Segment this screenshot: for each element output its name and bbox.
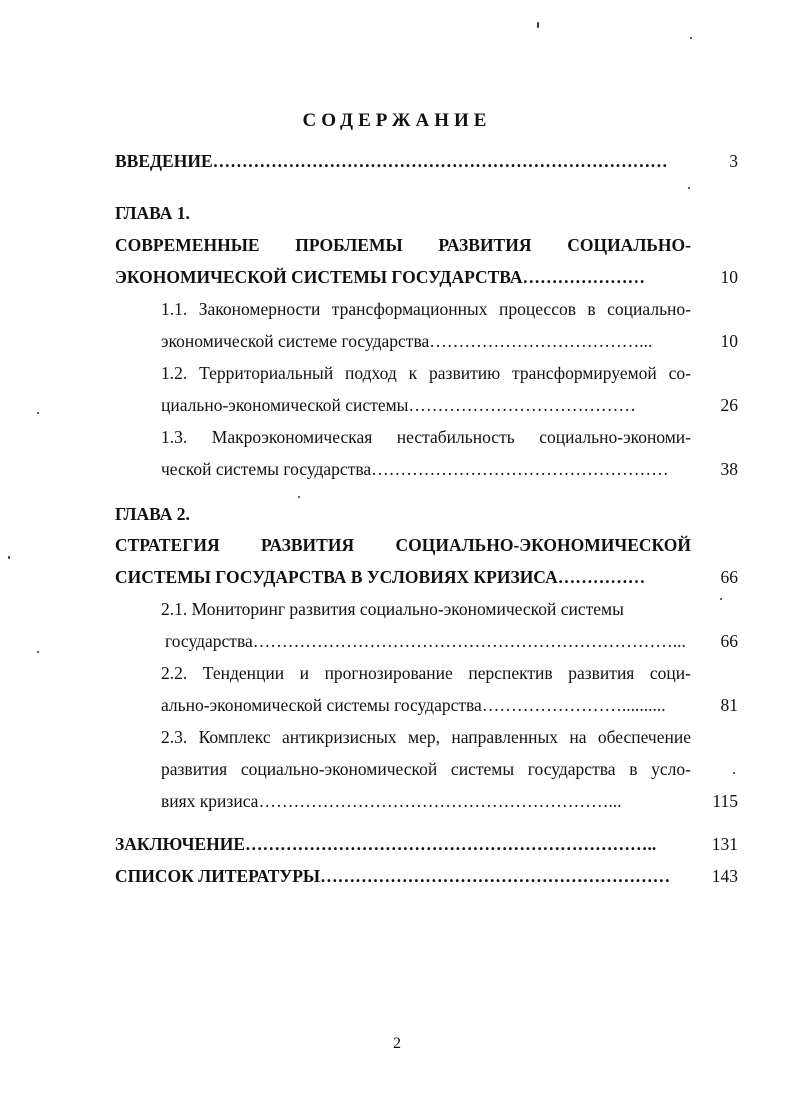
- scan-speck: [37, 651, 39, 653]
- chapter-1-title-end[interactable]: ЭКОНОМИЧЕСКОЙ СИСТЕМЫ ГОСУДАРСТВА………………… 10: [0, 261, 794, 293]
- toc-entry-1-2[interactable]: 1.2. Территориальный подход к развитию трансформируемой со-: [161, 363, 691, 383]
- toc-page-number: 26: [720, 395, 738, 415]
- toc-page-number: 10: [720, 331, 738, 351]
- toc-entry-1-1-end[interactable]: экономической системе государства………………………………... 10: [0, 325, 794, 357]
- toc-entry-introduction[interactable]: [0, 145, 794, 177]
- toc-page-number: 66: [720, 631, 738, 651]
- scan-speck: [298, 496, 300, 498]
- scan-speck: [537, 22, 539, 28]
- toc-page-number: 38: [720, 459, 738, 479]
- toc-page-number: 66: [720, 567, 738, 587]
- toc-entry-text: ВВЕДЕНИЕ……………………………………………………………………: [115, 151, 668, 171]
- scan-speck: [720, 598, 722, 600]
- toc-entry-1-3-end[interactable]: ческой системы государства…………………………………………… 38: [0, 453, 794, 485]
- chapter-1-title[interactable]: СОВРЕМЕННЫЕ ПРОБЛЕМЫ РАЗВИТИЯ СОЦИАЛЬНО-: [115, 235, 691, 255]
- toc-entry-1-1[interactable]: 1.1. Закономерности трансформационных процессов в социально-: [161, 299, 691, 319]
- toc-entry-2-2-end[interactable]: ально-экономической системы государства…………………….......... 81: [0, 689, 794, 721]
- chapter-2-label: ГЛАВА 2.: [115, 504, 190, 524]
- toc-entry-2-3-cont[interactable]: развития социально-экономической системы государства в усло-: [161, 759, 691, 779]
- toc-entry-2-1[interactable]: 2.1. Мониторинг развития социально-экономической системы: [161, 599, 624, 619]
- toc-entry-2-3[interactable]: 2.3. Комплекс антикризисных мер, направленных на обеспечение: [161, 727, 691, 747]
- toc-entry-2-1-end[interactable]: государства………………………………………………………………... 66: [0, 625, 794, 657]
- toc-page-number: 81: [720, 695, 738, 715]
- toc-entry-2-3-end[interactable]: виях кризиса……………………………………………………... 115: [0, 785, 794, 817]
- toc-entry-1-2-end[interactable]: циально-экономической системы………………………………… 26: [0, 389, 794, 421]
- toc-entry-conclusion[interactable]: ЗАКЛЮЧЕНИЕ…………………………………………………………….. 131: [0, 828, 794, 860]
- chapter-2-title[interactable]: СТРАТЕГИЯ РАЗВИТИЯ СОЦИАЛЬНО-ЭКОНОМИЧЕСКОЙ: [115, 535, 691, 555]
- scan-speck: [690, 37, 692, 39]
- toc-entry-2-2[interactable]: 2.2. Тенденции и прогнозирование перспектив развития соци-: [161, 663, 691, 683]
- toc-page-number: 143: [711, 866, 738, 886]
- scan-speck: [8, 556, 10, 559]
- page-number: 2: [393, 1035, 401, 1052]
- toc-page-number: 131: [711, 834, 738, 854]
- toc-entry-references[interactable]: СПИСОК ЛИТЕРАТУРЫ…………………………………………………… 143: [0, 860, 794, 892]
- scan-speck: [37, 412, 39, 414]
- page-title: СОДЕРЖАНИЕ: [302, 110, 492, 131]
- chapter-2-title-end[interactable]: СИСТЕМЫ ГОСУДАРСТВА В УСЛОВИЯХ КРИЗИСА…………… 66: [0, 561, 794, 593]
- scan-speck: [688, 187, 690, 189]
- scan-speck: [733, 772, 735, 774]
- toc-page-number: 3: [729, 151, 738, 171]
- toc-page-number: 115: [712, 791, 738, 811]
- toc-entry-1-3[interactable]: 1.3. Макроэкономическая нестабильность социально-экономи-: [161, 427, 691, 447]
- toc-page-number: 10: [720, 267, 738, 287]
- chapter-1-label: ГЛАВА 1.: [115, 203, 190, 223]
